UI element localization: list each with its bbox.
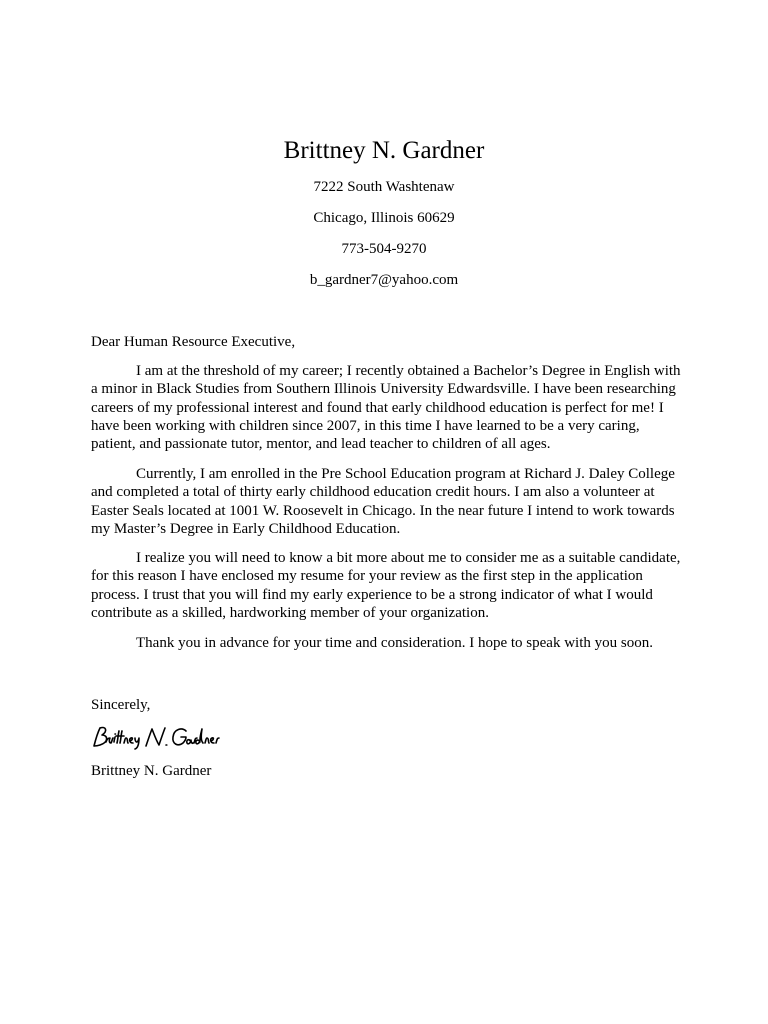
sender-city-state-zip: Chicago, Illinois 60629 bbox=[313, 210, 455, 226]
sender-email: b_gardner7@yahoo.com bbox=[309, 272, 459, 288]
paragraph-2: Currently, I am enrolled in the Pre School Education program at Richard J. Daley College and completed a total of thirty early childhood education credit hours. I am also a volunteer at Easter Seals located at 1001 W. Roosevelt in Chicago. In the near future I intend to work towards my Master’s Degree in Early Childhood Education. bbox=[91, 466, 675, 537]
salutation: Dear Human Resource Executive, bbox=[91, 334, 296, 350]
paragraph-4: Thank you in advance for your time and consideration. I hope to speak with you soon. bbox=[136, 635, 653, 651]
paragraph-3: I realize you will need to know a bit more about me to consider me as a suitable candidate, for this reason I have enclosed my resume for your review as the first step in the application process. I trust that you will find my early experience to be a strong indicator of what I would contribute as a skilled, hardworking member of your organization. bbox=[91, 550, 681, 621]
sender-street-address: 7222 South Washtenaw bbox=[313, 179, 455, 195]
handwritten-signature bbox=[90, 724, 250, 752]
closing: Sincerely, bbox=[91, 697, 151, 713]
sender-name-heading: Brittney N. Gardner bbox=[283, 137, 485, 164]
printed-signature-name: Brittney N. Gardner bbox=[91, 763, 212, 779]
sender-phone: 773-504-9270 bbox=[341, 241, 427, 257]
paragraph-1: I am at the threshold of my career; I recently obtained a Bachelor’s Degree in English with a minor in Black Studies from Southern Illinois University Edwardsville. I have been researching careers of my professional interest and found that early childhood education is perfect for me! I have been working with children since 2007, in this time I have learned to be a very caring, patient, and passionate tutor, mentor, and lead teacher to children of all ages. bbox=[91, 363, 681, 453]
